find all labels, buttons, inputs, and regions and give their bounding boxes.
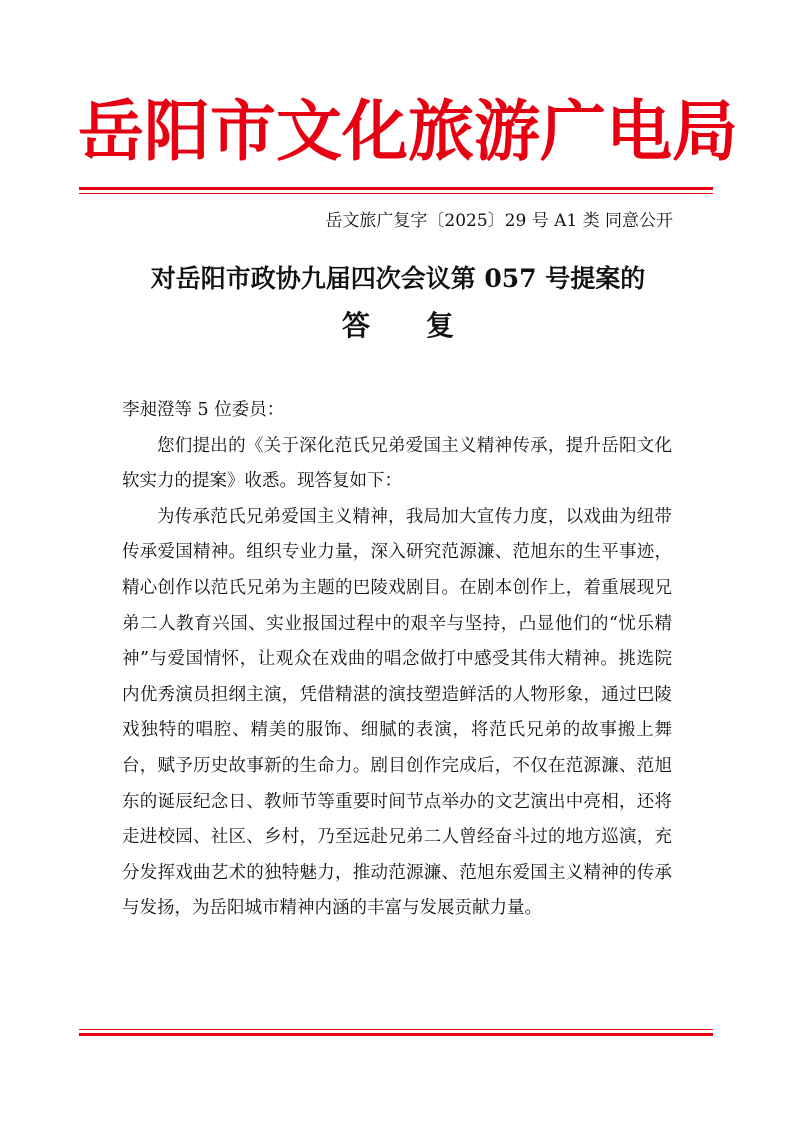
masthead-title [78,88,738,174]
masthead-char: 岳 [78,92,144,170]
document-number: 岳文旅广复字〔2025〕29 号 A1 类 同意公开 [325,211,673,231]
masthead-char: 电 [606,92,672,170]
footer-rule-thin [79,1029,713,1030]
masthead-char: 旅 [408,92,474,170]
paragraph: 您们提出的《关于深化范氏兄弟爱国主义精神传承，提升岳阳文化软实力的提案》收悉。现答复如下： [122,435,672,492]
letter-body [122,393,672,927]
masthead-char: 化 [342,92,408,170]
salutation: 李昶澄等 5 位委员： [122,400,285,420]
document-title-line1: 对岳阳市政协九届四次会议第 057 号提案的 [150,264,646,293]
footer-rule-thick [79,1033,713,1036]
document-title-line2: 答复 [341,309,510,342]
masthead-char: 阳 [144,92,210,170]
masthead-char: 游 [474,92,540,170]
header-rule-thick [79,187,713,190]
masthead-char: 文 [276,92,342,170]
masthead-char: 广 [540,92,606,170]
masthead-char: 市 [210,92,276,170]
masthead-char: 局 [672,92,738,170]
paragraph: 为传承范氏兄弟爱国主义精神，我局加大宣传力度，以戏曲为纽带传承爱国精神。组织专业力量，深入研究范源濂、范旭东的生平事迹，精心创作以范氏兄弟为主题的巴陵戏剧目。在剧本创作上，着重展现兄弟二人教育兴国、实业报国过程中的艰辛与坚持，凸显他们的“忧乐精神”与爱国情怀，让观众在戏曲的唱念做打中感受其伟大精神。挑选院内优秀演员担纲主演，凭借精湛的演技塑造鲜活的人物形象，通过巴陵戏独特的唱腔、精美的服饰、细腻的表演，将范氏兄弟的故事搬上舞台，赋予历史故事新的生命力。剧目创作完成后，不仅在范源濂、范旭东的诞辰纪念日、教师节等重要时间节点举办的文艺演出中亮相，还将走进校园、社区、乡村，乃至远赴兄弟二人曾经奋斗过的地方巡演，充分发挥戏曲艺术的独特魅力，推动范源濂、范旭东爱国主义精神的传承与发扬，为岳阳城市精神内涵的丰富与发展贡献力量。 [122,506,672,919]
header-rule-thin [79,193,713,194]
